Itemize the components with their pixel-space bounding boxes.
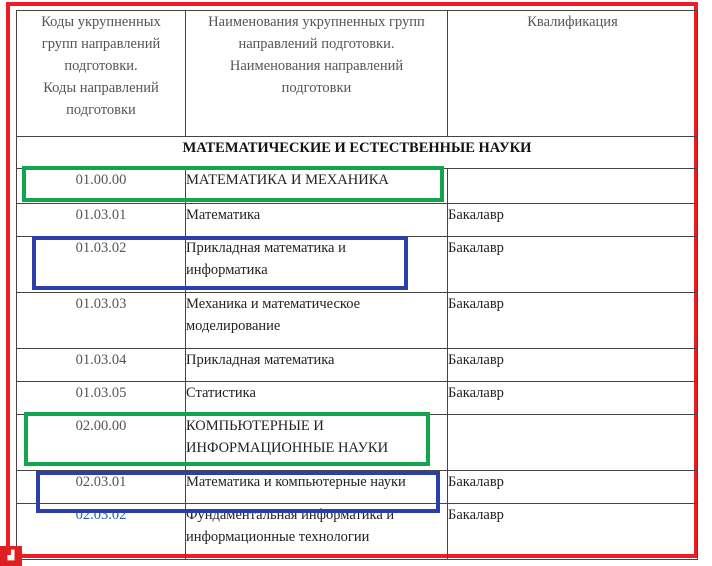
header-codes bbox=[17, 11, 186, 137]
row-qualification bbox=[448, 415, 698, 471]
row-name bbox=[186, 293, 448, 349]
header-names-line: подготовки bbox=[281, 80, 352, 96]
row-qualification: Бакалавр bbox=[448, 204, 698, 237]
header-codes-line: подготовки bbox=[66, 102, 136, 118]
row-code: 01.03.04 bbox=[17, 349, 186, 382]
header-codes-line: групп направлений bbox=[41, 36, 161, 52]
row-name-line: информационные технологии bbox=[186, 529, 370, 545]
section-title: МАТЕМАТИЧЕСКИЕ И ЕСТЕСТВЕННЫЕ НАУКИ bbox=[17, 137, 698, 169]
highlight-item-01-03-02 bbox=[32, 236, 408, 290]
row-code: 01.03.02 bbox=[17, 237, 186, 293]
row-qualification: Бакалавр bbox=[448, 471, 698, 504]
corner-widget-icon[interactable]: ▟ bbox=[0, 546, 22, 566]
row-code: 02.00.00 bbox=[17, 415, 186, 471]
section-row bbox=[17, 137, 698, 169]
row-name-line: Статистика bbox=[186, 385, 256, 401]
row-qualification: Бакалавр bbox=[448, 504, 698, 560]
row-name bbox=[186, 382, 448, 415]
row-name-line: Прикладная математика и bbox=[186, 240, 346, 256]
row-name-line: моделирование bbox=[186, 318, 281, 334]
row-qualification bbox=[448, 169, 698, 204]
header-codes-line: Коды направлений bbox=[43, 80, 159, 96]
header-names bbox=[186, 11, 448, 137]
row-code: 01.03.01 bbox=[17, 204, 186, 237]
table-row bbox=[17, 293, 698, 349]
row-code: 01.00.00 bbox=[17, 169, 186, 204]
header-codes-line: Коды укрупненных bbox=[41, 14, 161, 30]
row-name-line: Математика и компьютерные науки bbox=[186, 474, 406, 490]
row-name-line: Фундаментальная информатика и bbox=[186, 507, 395, 523]
row-name-line: Механика и математическое bbox=[186, 296, 361, 312]
row-name bbox=[186, 204, 448, 237]
header-names-line: Наименования укрупненных групп bbox=[208, 14, 425, 30]
table-header-row bbox=[17, 11, 698, 137]
highlight-group-01 bbox=[22, 166, 444, 202]
row-qualification: Бакалавр bbox=[448, 237, 698, 293]
highlight-group-02 bbox=[24, 412, 430, 466]
table-row bbox=[17, 349, 698, 382]
row-qualification: Бакалавр bbox=[448, 382, 698, 415]
highlight-item-02-03-01 bbox=[36, 471, 440, 513]
row-name-line: Прикладная математика bbox=[186, 352, 335, 368]
header-codes-line: подготовки. bbox=[64, 58, 138, 74]
row-name-line: КОМПЬЮТЕРНЫЕ И bbox=[186, 418, 324, 434]
row-name bbox=[186, 349, 448, 382]
table-row bbox=[17, 382, 698, 415]
header-names-line: направлений подготовки. bbox=[238, 36, 395, 52]
row-name-line: Математика bbox=[186, 207, 261, 223]
row-qualification: Бакалавр bbox=[448, 349, 698, 382]
row-code-link[interactable]: 02.03.02 bbox=[17, 504, 186, 560]
header-qualification bbox=[448, 11, 698, 137]
row-code: 01.03.05 bbox=[17, 382, 186, 415]
row-code: 01.03.03 bbox=[17, 293, 186, 349]
row-name-line: МАТЕМАТИКА И МЕХАНИКА bbox=[186, 172, 389, 188]
row-code: 02.03.01 bbox=[17, 471, 186, 504]
header-names-line: Наименования направлений bbox=[229, 58, 404, 74]
row-name-line: информатика bbox=[186, 262, 268, 278]
table-row bbox=[17, 204, 698, 237]
header-qualification-label: Квалификация bbox=[527, 14, 618, 30]
row-qualification: Бакалавр bbox=[448, 293, 698, 349]
row-name-line: ИНФОРМАЦИОННЫЕ НАУКИ bbox=[186, 440, 389, 456]
